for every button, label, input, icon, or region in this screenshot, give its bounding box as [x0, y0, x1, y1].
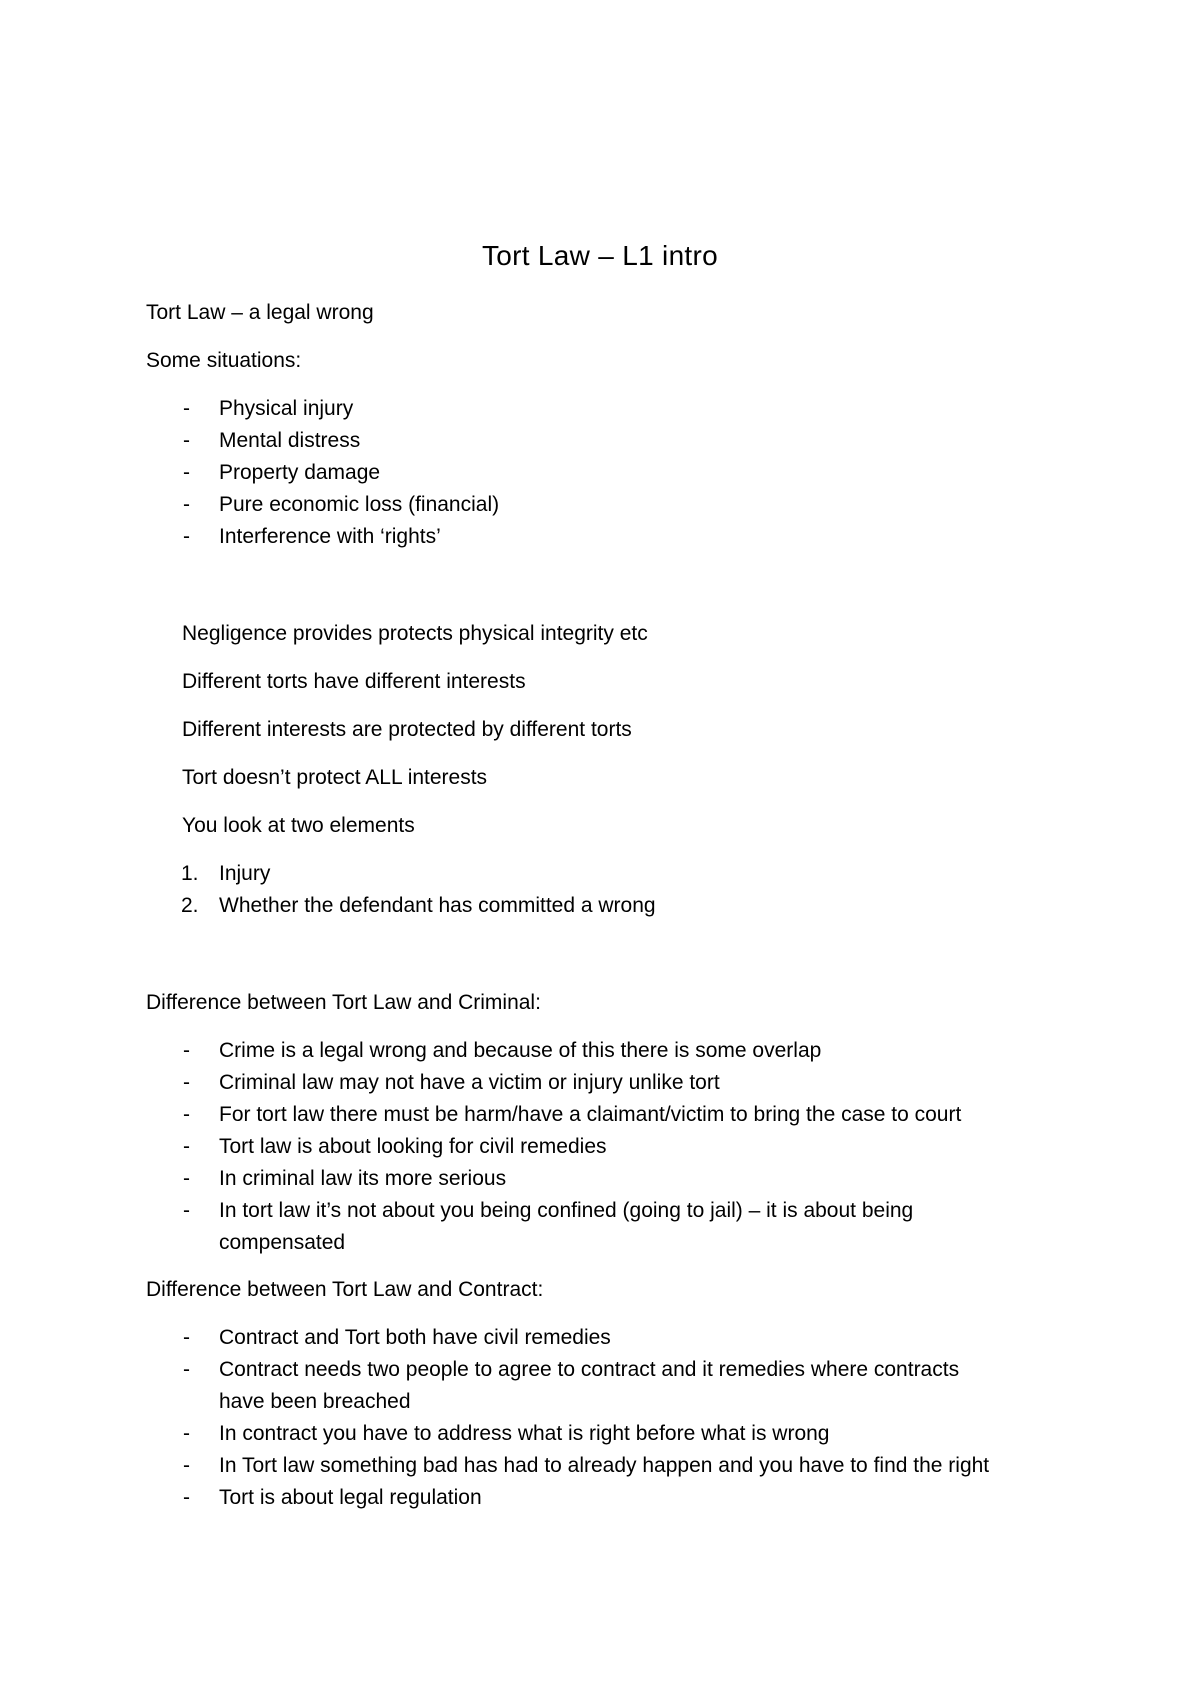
- list-item: - Crime is a legal wrong and because of this there is some overlap: [183, 1039, 822, 1062]
- list-item: - In tort law it’s not about you being confined (going to jail) – it is about being: [183, 1199, 914, 1222]
- list-item: - For tort law there must be harm/have a claimant/victim to bring the case to court: [183, 1103, 962, 1126]
- list-item-continuation: have been breached: [219, 1390, 411, 1413]
- note-not-all-interests: Tort doesn’t protect ALL interests: [182, 766, 488, 789]
- situations-heading: Some situations:: [146, 349, 302, 372]
- page-title: Tort Law – L1 intro: [481, 240, 719, 271]
- note-different-torts: Different torts have different interests: [182, 670, 526, 693]
- situations-list: [146, 393, 499, 553]
- list-item: - In Tort law something bad has had to already happen and you have to find the right: [183, 1454, 990, 1477]
- list-item: - Property damage: [183, 461, 381, 484]
- note-different-interests: Different interests are protected by different torts: [182, 718, 632, 741]
- criminal-heading: Difference between Tort Law and Criminal:: [146, 991, 541, 1014]
- note-two-elements: You look at two elements: [182, 814, 415, 837]
- list-item: - Contract needs two people to agree to contract and it remedies where contracts: [183, 1358, 960, 1381]
- list-item: - Contract and Tort both have civil remedies: [183, 1326, 611, 1349]
- list-item: 1. Injury: [181, 862, 271, 885]
- list-item: - Interference with ‘rights’: [183, 525, 441, 548]
- contract-heading: Difference between Tort Law and Contract:: [146, 1278, 544, 1301]
- list-item: - In criminal law its more serious: [183, 1167, 507, 1190]
- list-item: - Physical injury: [183, 397, 354, 420]
- elements-list: [146, 858, 656, 922]
- list-item: - Pure economic loss (financial): [183, 493, 500, 516]
- criminal-list: [146, 1035, 961, 1259]
- list-item: - Tort law is about looking for civil remedies: [183, 1135, 607, 1158]
- contract-list: [146, 1322, 989, 1514]
- list-item: - In contract you have to address what is right before what is wrong: [183, 1422, 830, 1445]
- list-item-continuation: compensated: [219, 1231, 346, 1254]
- list-item: - Criminal law may not have a victim or injury unlike tort: [183, 1071, 720, 1094]
- list-item: - Mental distress: [183, 429, 361, 452]
- list-item: - Tort is about legal regulation: [183, 1486, 482, 1509]
- list-item: 2. Whether the defendant has committed a wrong: [181, 894, 656, 917]
- tort-definition: Tort Law – a legal wrong: [146, 301, 374, 324]
- note-negligence: Negligence provides protects physical integrity etc: [182, 622, 648, 645]
